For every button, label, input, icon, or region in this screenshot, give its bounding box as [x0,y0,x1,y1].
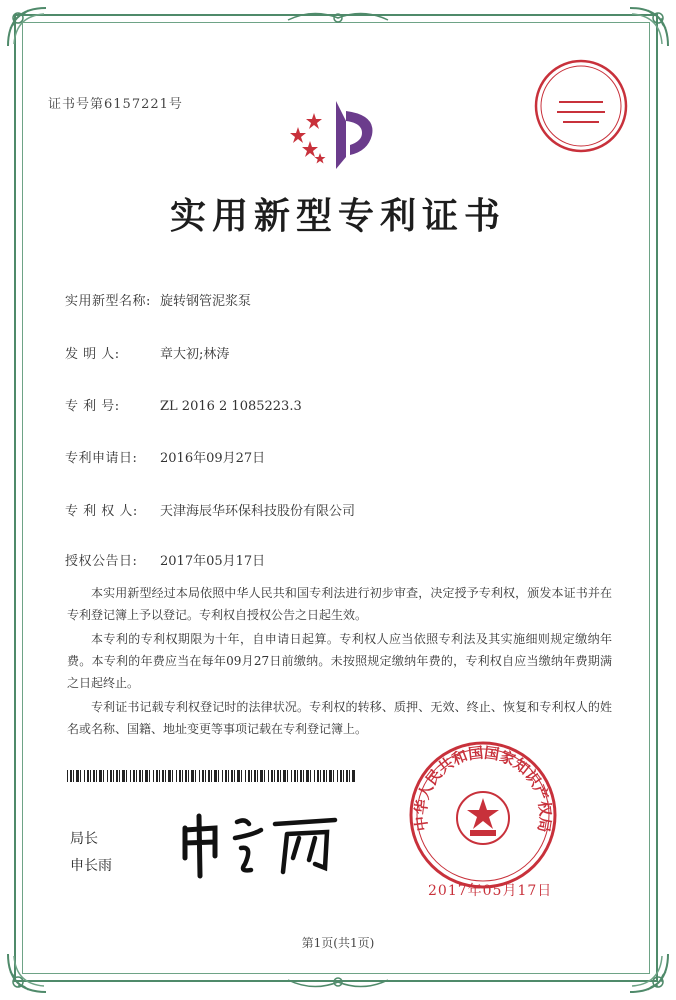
field-value: 旋转钢管泥浆泵 [160,294,252,309]
body-paragraph: 本实用新型经过本局依照中华人民共和国专利法进行初步审查，决定授予专利权，颁发本证书并在专利登记簿上予以登记。专利权自授权公告之日起生效。 [67,586,612,622]
field-utility-model-name [65,290,251,309]
field-value: 天津海辰华环保科技股份有限公司 [160,504,356,519]
barcode-icon [67,770,357,782]
field-label: 实用新型名称: [65,294,151,309]
field-value: 2016年09月27日 [160,451,266,466]
corner-ornament-icon [4,950,50,996]
field-label: 授权公告日: [65,554,138,569]
field-value: 章大初;林涛 [160,347,230,362]
page-indicator: 第1页(共1页) [301,936,375,950]
corner-ornament-icon [626,950,672,996]
document-title: 实用新型专利证书 [169,195,506,237]
body-paragraph: 专利证书记载专利权登记时的法律状况。专利权的转移、质押、无效、终止、恢复和专利权人的姓名或名称、国籍、地址变更等事项记载在专利登记簿上。 [67,700,612,736]
patent-office-logo-icon [280,95,390,175]
seal-date: 2017年05月17日 [428,883,553,899]
official-seal-icon [408,740,558,890]
field-label: 专 利 号: [65,399,120,414]
field-application-date [65,447,265,466]
svg-text:中华人民共和国国家知识产权局: 中华人民共和国国家知识产权局 [411,743,555,834]
field-value: 2017年05月17日 [160,554,266,569]
field-label: 专利申请日: [65,451,138,466]
bottom-ornament-icon [283,972,393,992]
top-ornament-icon [283,8,393,28]
registration-stamp-icon [533,58,629,154]
field-patentee [65,500,355,519]
corner-ornament-icon [4,4,50,50]
corner-ornament-icon [626,4,672,50]
certificate-number: 证书号第6157221号 [48,97,183,112]
handwritten-signature-icon [175,808,345,880]
body-paragraph: 本专利的专利权期限为十年，自申请日起算。专利权人应当依照专利法及其实施细则规定缴纳年费。本专利的年费应当在每年09月27日前缴纳。未按照规定缴纳年费的，专利权自应当缴纳年费期满之日起终止。 [67,632,612,690]
field-value: ZL 2016 2 1085223.3 [160,399,302,414]
field-grant-date [65,550,265,569]
field-label: 发 明 人: [65,347,120,362]
field-label: 专 利 权 人: [65,504,138,519]
field-inventor [65,343,229,362]
director-title: 局长 [70,831,98,847]
field-patent-number [65,395,302,414]
director-name: 申长雨 [70,858,112,874]
